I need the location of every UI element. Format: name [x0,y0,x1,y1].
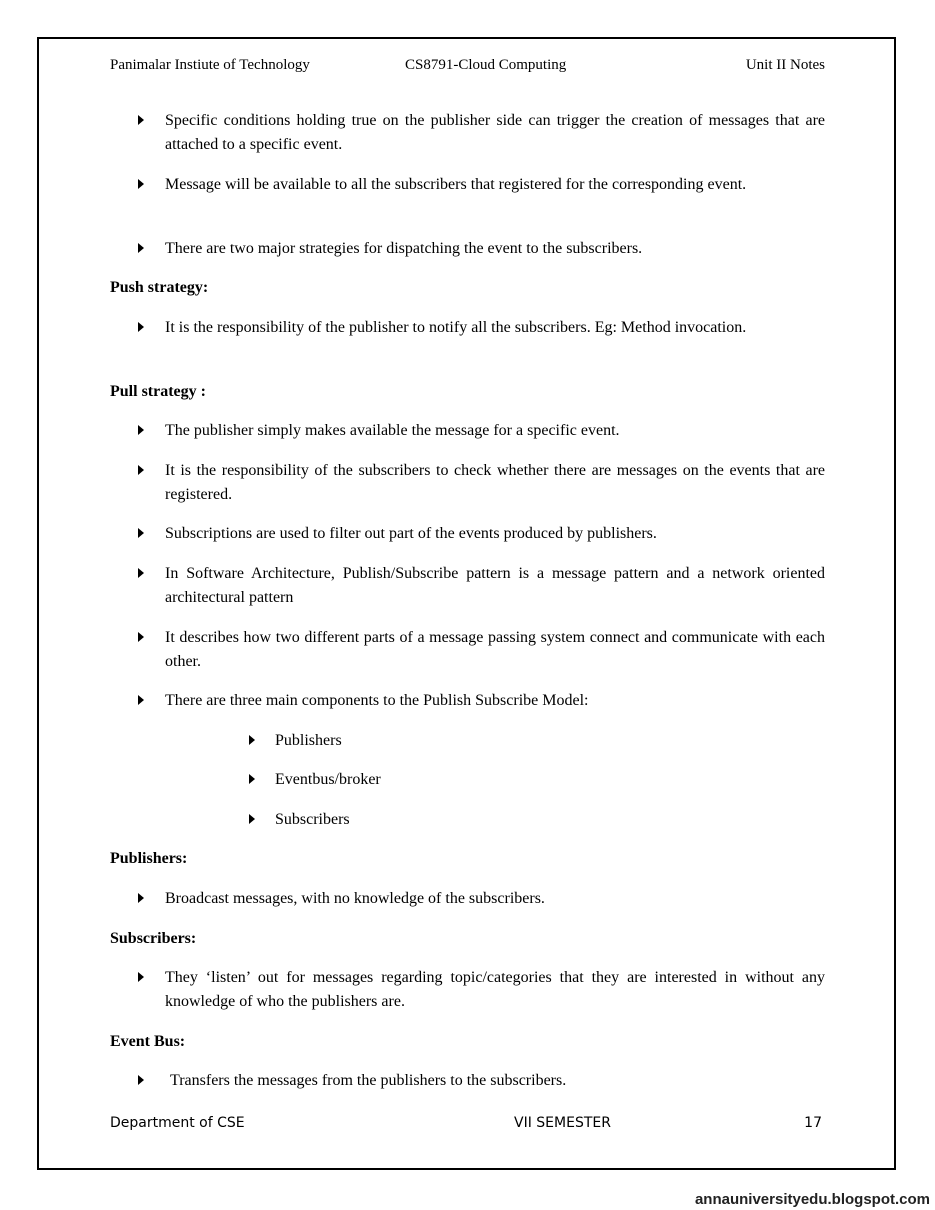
page-header [110,57,825,77]
triangle-bullet-icon [138,528,144,538]
header-course: CS8791-Cloud Computing [405,57,567,73]
triangle-bullet-icon [138,425,144,435]
triangle-bullet-icon [249,774,255,784]
bullet-text: It describes how two different parts of a message passing system connect and communicate with each other. [165,629,825,670]
list-item [110,173,825,197]
triangle-bullet-icon [249,735,255,745]
list-item [110,316,825,340]
component-text: Publishers [275,732,342,749]
section-heading-publishers: Publishers: [110,850,188,867]
component-text: Subscribers [275,811,350,828]
triangle-bullet-icon [138,115,144,125]
triangle-bullet-icon [138,322,144,332]
bullet-text: The publisher simply makes available the message for a specific event. [165,422,620,439]
bullet-text: It is the responsibility of the publisher to notify all the subscribers. Eg: Method invocation. [165,319,747,336]
footer-page-number: 17 [804,1115,822,1131]
triangle-bullet-icon [138,972,144,982]
list-item [110,522,825,546]
section-heading-subscribers: Subscribers: [110,930,197,947]
footer-semester: VII SEMESTER [514,1115,611,1131]
list-item [110,768,825,792]
header-notes: Unit II Notes [745,57,825,73]
triangle-bullet-icon [138,465,144,475]
list-item [110,109,825,157]
list-item [110,237,825,261]
list-item [110,419,825,443]
list-item [110,562,825,610]
bullet-text: Broadcast messages, with no knowledge of the subscribers. [165,890,545,907]
section-heading-pull: Pull strategy : [110,383,206,400]
list-item [110,1069,825,1093]
watermark: annauniversityedu.blogspot.com [694,1191,930,1208]
triangle-bullet-icon [249,814,255,824]
bullet-text: Transfers the messages from the publishers to the subscribers. [170,1072,567,1089]
triangle-bullet-icon [138,179,144,189]
bullet-text: In Software Architecture, Publish/Subscribe pattern is a message pattern and a network oriented architectural pattern [165,565,825,606]
bullet-text: Specific conditions holding true on the publisher side can trigger the creation of messages that are attached to a specific event. [165,112,825,153]
bullet-text: There are three main components to the Publish Subscribe Model: [165,692,589,709]
bullet-text: Message will be available to all the subscribers that registered for the corresponding event. [165,176,747,193]
bullet-text: It is the responsibility of the subscribers to check whether there are messages on the events that are registered. [165,462,825,503]
triangle-bullet-icon [138,243,144,253]
list-item [110,808,825,832]
triangle-bullet-icon [138,632,144,642]
bullet-text: They ‘listen’ out for messages regarding topic/categories that they are interested in without any knowledge of who the publishers are. [165,969,825,1010]
footer-department: Department of CSE [110,1115,245,1131]
section-heading-push: Push strategy: [110,279,209,296]
triangle-bullet-icon [138,1075,144,1085]
list-item [110,689,825,713]
list-item [110,966,825,1014]
triangle-bullet-icon [138,893,144,903]
section-heading-event-bus: Event Bus: [110,1033,186,1050]
list-item [110,729,825,753]
page-footer [110,1115,822,1135]
header-institute: Panimalar Instiute of Technology [110,57,310,73]
list-item [110,626,825,674]
bullet-text: Subscriptions are used to filter out part of the events produced by publishers. [165,525,657,542]
component-text: Eventbus/broker [275,771,381,788]
bullet-text: There are two major strategies for dispatching the event to the subscribers. [165,240,643,257]
triangle-bullet-icon [138,695,144,705]
triangle-bullet-icon [138,568,144,578]
list-item [110,459,825,507]
list-item [110,887,825,911]
